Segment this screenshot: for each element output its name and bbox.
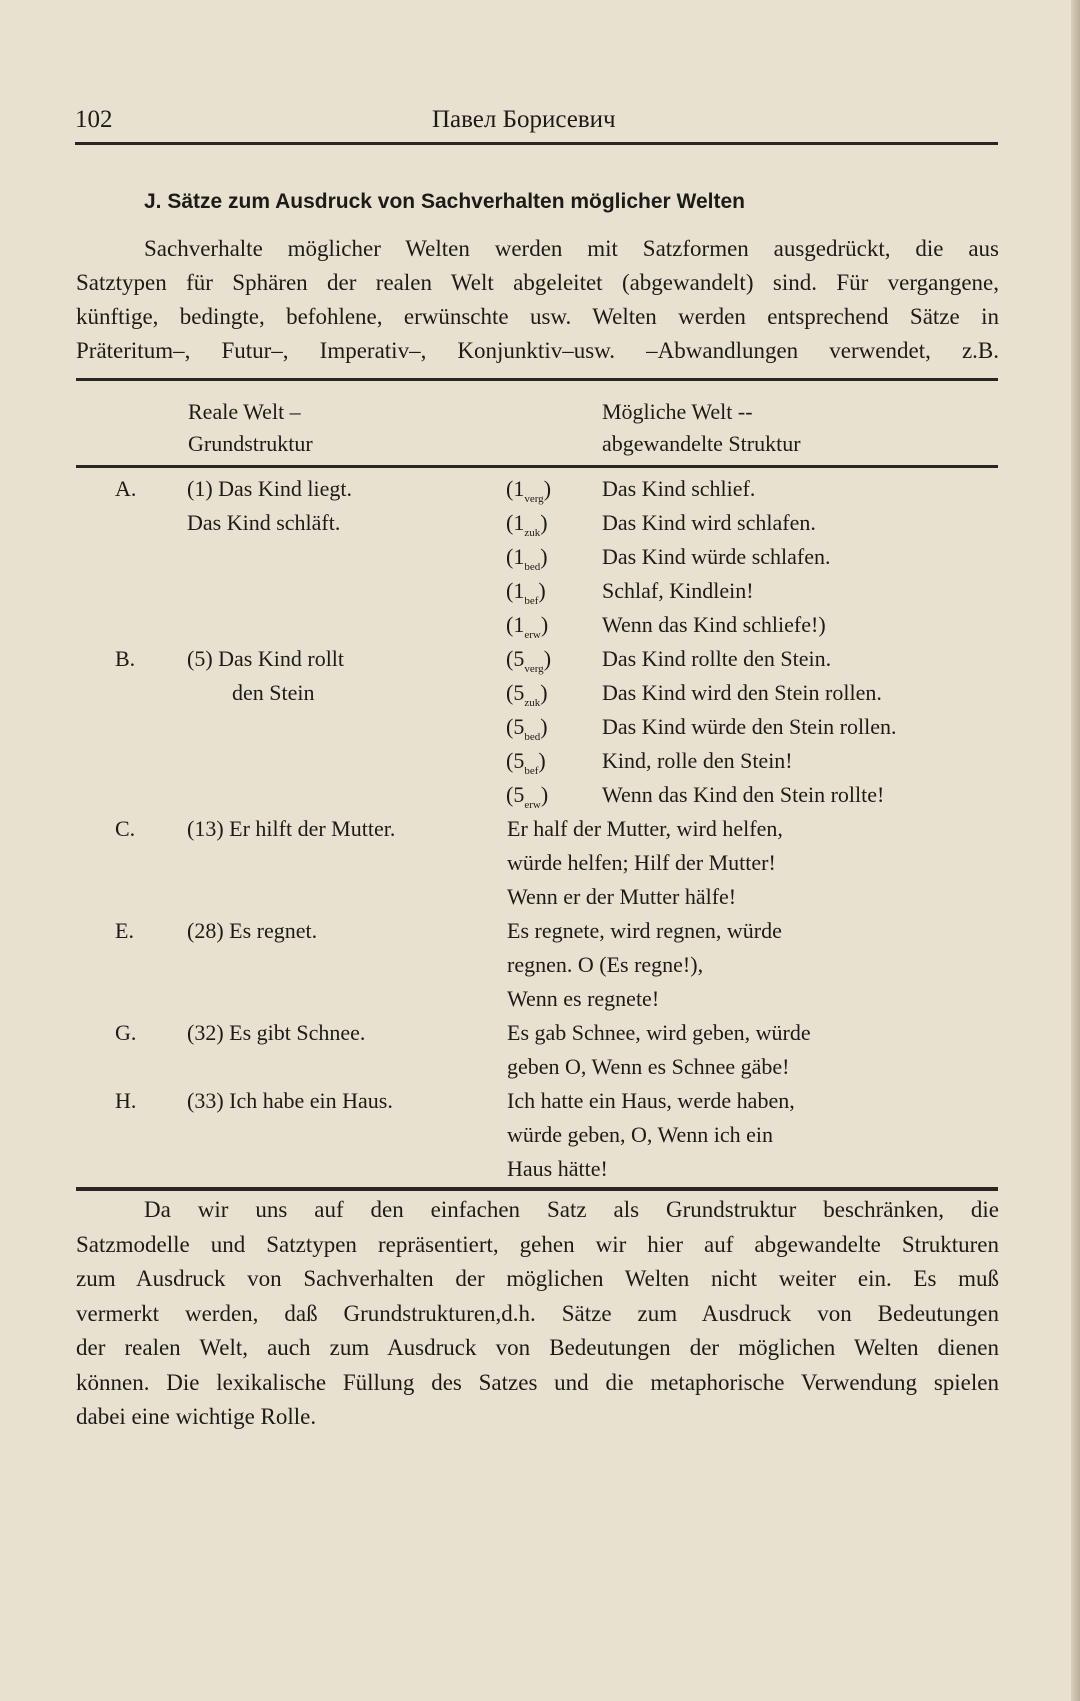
variant-subscript: bef <box>524 765 539 777</box>
variant-label: $(1_{zuk})$ <box>506 510 548 539</box>
intro-line: Satztypen für Sphären der realen Welt abgeleitet (abgewandelt) sind. Für vergangene, <box>76 270 999 295</box>
variant-number: 5 <box>513 782 525 807</box>
basic-structure: (1) Das Kind liegt. <box>187 476 352 501</box>
variant-number: 1 <box>513 510 525 535</box>
example-line: Haus hätte! <box>507 1156 608 1181</box>
variant-sentence: Schlaf, Kindlein! <box>602 578 754 603</box>
variant-sentence: Das Kind wird schlafen. <box>602 510 816 535</box>
example-line: Er half der Mutter, wird helfen, <box>507 816 783 841</box>
basic-structure: (32) Es gibt Schnee. <box>187 1020 366 1045</box>
variant-label: $(1_{bed})$ <box>506 544 548 573</box>
variant-subscript: zuk <box>524 697 541 709</box>
variant-sentence: Das Kind würde den Stein rollen. <box>602 714 897 739</box>
intro-line: Präteritum–, Futur–, Imperativ–, Konjunktiv–usw. –Abwandlungen verwendet, z.B. <box>76 338 999 363</box>
basic-structure: (33) Ich habe ein Haus. <box>187 1088 393 1113</box>
row-letter: A. <box>115 476 137 501</box>
variant-number: 1 <box>513 476 525 501</box>
variant-subscript: bed <box>524 731 541 743</box>
example-line: Wenn es regnete! <box>507 986 660 1011</box>
variant-subscript: verg <box>524 493 544 505</box>
variant-subscript: bed <box>524 561 541 573</box>
outro-line: zum Ausdruck von Sachverhalten der möglichen Welten nicht weiter ein. Es muß <box>76 1266 999 1291</box>
example-line: regnen. O (Es regne!), <box>507 952 704 977</box>
section-title: J. Sätze zum Ausdruck von Sachverhalten möglicher Welten <box>144 190 746 213</box>
variant-label: $(5_{bed})$ <box>506 714 548 743</box>
example-line: geben O, Wenn es Schnee gäbe! <box>507 1054 790 1079</box>
variant-label: $(5_{bef})$ <box>506 748 546 777</box>
variant-number: 5 <box>513 748 525 773</box>
outro-line: Satzmodelle und Satztypen repräsentiert, gehen wir hier auf abgewandelte Strukturen <box>76 1231 999 1257</box>
variant-label: $(5_{zuk})$ <box>506 680 548 709</box>
column-header-line: abgewandelte Struktur <box>602 431 801 456</box>
variant-sentence: Wenn das Kind schliefe!) <box>602 612 826 637</box>
column-header-line: Reale Welt – <box>188 399 301 424</box>
variant-sentence: Das Kind wird den Stein rollen. <box>602 680 882 705</box>
example-line: Es gab Schnee, wird geben, würde <box>507 1020 811 1045</box>
basic-structure: (13) Er hilft der Mutter. <box>187 816 396 841</box>
variant-subscript: erw <box>524 629 541 641</box>
basic-structure: den Stein <box>232 680 315 705</box>
column-header-line: Mögliche Welt -- <box>602 399 753 424</box>
intro-paragraph <box>76 232 999 368</box>
intro-line: Sachverhalte möglicher Welten werden mit Satzformen ausgedrückt, die aus <box>144 236 999 261</box>
variant-number: 1 <box>513 612 525 637</box>
example-line: Ich hatte ein Haus, werde haben, <box>507 1088 795 1113</box>
variant-number: 5 <box>513 680 525 705</box>
table-bottom-rule <box>76 1187 998 1191</box>
variant-subscript: bef <box>524 595 539 607</box>
variant-label: $(1_{bef})$ <box>506 578 546 607</box>
variant-label: $(5_{erw})$ <box>506 782 549 811</box>
basic-structure: Das Kind schläft. <box>187 510 341 535</box>
variant-number: 5 <box>513 714 525 739</box>
variant-label: $(1_{verg})$ <box>506 476 552 505</box>
intro-line: künftige, bedingte, befohlene, erwünschte usw. Welten werden entsprechend Sätze in <box>76 304 999 329</box>
variant-sentence: Das Kind schlief. <box>602 476 756 501</box>
closing-paragraph <box>76 1193 999 1435</box>
variant-sentence: Wenn das Kind den Stein rollte! <box>602 782 885 807</box>
example-line: Es regnete, wird regnen, würde <box>507 918 782 943</box>
variant-number: 5 <box>513 646 525 671</box>
variant-sentence: Das Kind rollte den Stein. <box>602 646 832 671</box>
variant-number: 1 <box>513 578 525 603</box>
variant-label: $(5_{verg})$ <box>506 646 552 675</box>
column-header-real-world <box>188 396 313 460</box>
variant-subscript: verg <box>524 663 544 675</box>
running-header <box>75 102 995 142</box>
outro-line: können. Die lexikalische Füllung des Satzes und die metaphorische Verwendung spielen <box>76 1369 999 1395</box>
header-rule <box>75 142 998 145</box>
variant-sentence: Das Kind würde schlafen. <box>602 544 831 569</box>
basic-structure: (5) Das Kind rollt <box>187 646 345 671</box>
row-letter: B. <box>115 646 136 671</box>
outro-line: Da wir uns auf den einfachen Satz als Grundstruktur beschränken, die <box>144 1197 999 1222</box>
example-line: Wenn er der Mutter hälfe! <box>507 884 737 909</box>
variant-sentence: Kind, rolle den Stein! <box>602 748 793 773</box>
basic-structure: (28) Es regnet. <box>187 918 318 943</box>
column-header-line: Grundstruktur <box>188 431 313 456</box>
row-letter: E. <box>115 918 134 943</box>
example-line: würde geben, O, Wenn ich ein <box>507 1122 774 1147</box>
page-number: 102 <box>75 106 113 133</box>
outro-line: dabei eine wichtige Rolle. <box>76 1404 317 1429</box>
table-top-rule <box>76 378 998 381</box>
row-letter: H. <box>115 1088 137 1113</box>
page-edge <box>1071 0 1080 1701</box>
variant-subscript: zuk <box>524 527 541 539</box>
variant-number: 1 <box>513 544 525 569</box>
row-letter: G. <box>115 1020 137 1045</box>
example-line: würde helfen; Hilf der Mutter! <box>507 850 776 875</box>
column-header-possible-world <box>602 396 801 460</box>
outro-line: der realen Welt, auch zum Ausdruck von Bedeutungen der möglichen Welten dienen <box>76 1335 999 1360</box>
row-letter: C. <box>115 816 136 841</box>
running-title: Павел Борисевич <box>432 106 616 133</box>
table-header-rule <box>76 465 998 468</box>
variant-label: $(1_{erw})$ <box>506 612 549 641</box>
outro-line: vermerkt werden, daß Grundstrukturen,d.h. Sätze zum Ausdruck von Bedeutungen <box>76 1300 999 1326</box>
variant-subscript: erw <box>524 799 541 811</box>
